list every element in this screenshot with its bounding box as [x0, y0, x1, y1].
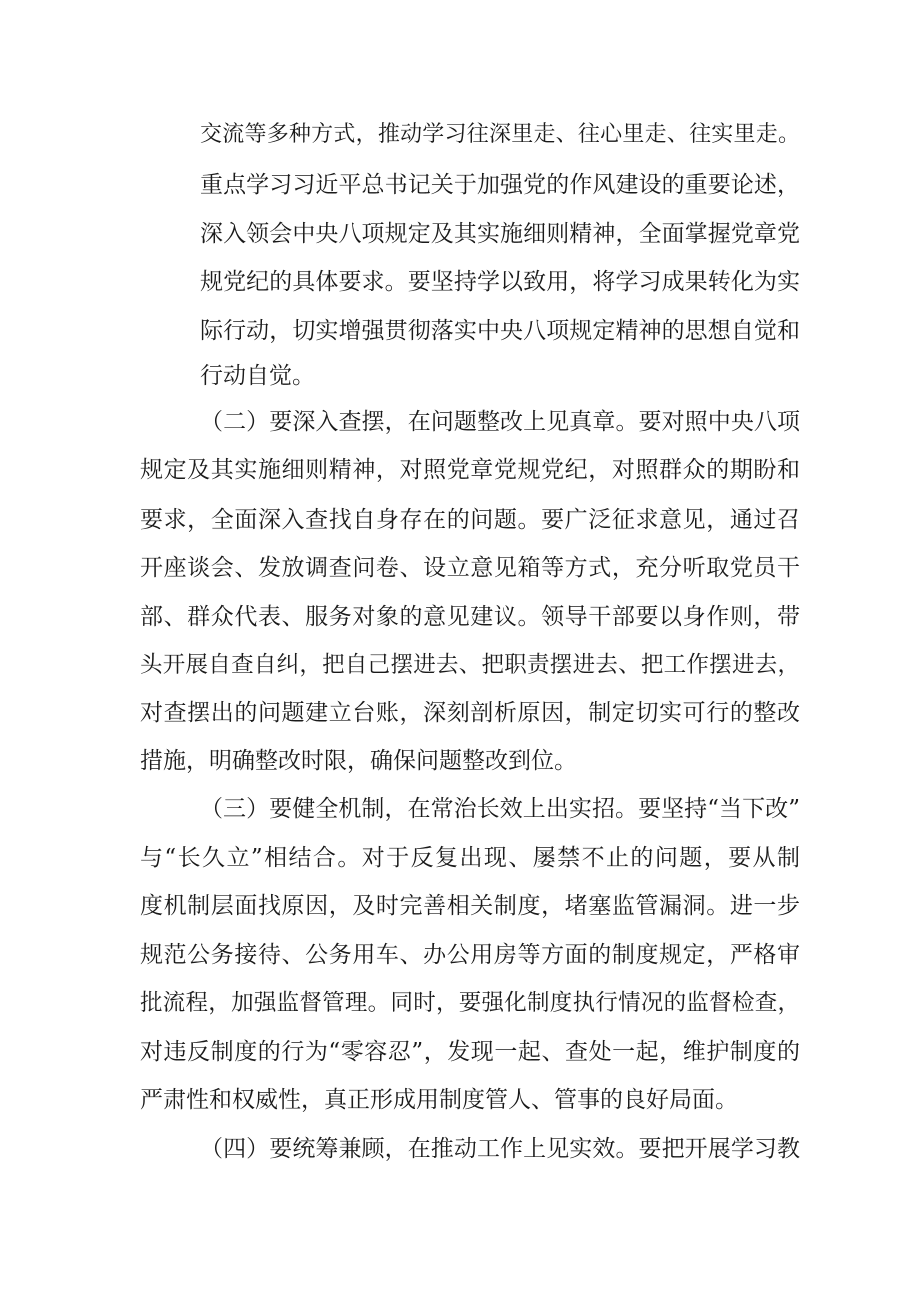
text-line: 严肃性和权威性，真正形成用制度管人、管事的良好局面。 [140, 1087, 738, 1113]
text-line: 交流等多种方式，推动学习往深里走、往心里走、往实里走。 [200, 122, 800, 147]
text-line: 要求，全面深入查找自身存在的问题。要广泛征求意见，通过召 [140, 507, 800, 533]
section-heading-line: （三）要健全机制，在常治长效上出实招。要坚持“当下改” [200, 796, 800, 822]
text-line: 规定及其实施细则精神，对照党章党规党纪，对照群众的期盼和 [140, 457, 800, 483]
section-heading-line: （四）要统筹兼顾，在推动工作上见实效。要把开展学习教 [200, 1136, 800, 1162]
text-line: 批流程，加强监督管理。同时，要强化制度执行情况的监督检查， [140, 990, 800, 1016]
text-line: 部、群众代表、服务对象的意见建议。领导干部要以身作则，带 [140, 604, 800, 630]
text-line: 度机制层面找原因，及时完善相关制度，堵塞监管漏洞。进一步 [140, 893, 800, 919]
text-line: 措施，明确整改时限，确保问题整改到位。 [140, 748, 577, 774]
text-line: 规党纪的具体要求。要坚持学以致用，将学习成果转化为实 [200, 269, 800, 295]
text-line: 头开展自查自纠，把自己摆进去、把职责摆进去、把工作摆进去， [140, 652, 800, 678]
section-heading-line: （二）要深入查摆，在问题整改上见真章。要对照中央八项 [200, 409, 800, 435]
text-line: 与“长久立”相结合。对于反复出现、屡禁不止的问题，要从制 [140, 845, 800, 871]
text-line: 行动自觉。 [200, 363, 315, 389]
text-line: 规范公务接待、公务用车、办公用房等方面的制度规定，严格审 [140, 942, 800, 968]
text-line: 重点学习习近平总书记关于加强党的作风建设的重要论述， [200, 172, 800, 198]
text-line: 开座谈会、发放调查问卷、设立意见箱等方式，充分听取党员干 [140, 555, 800, 581]
text-line: 对违反制度的行为“零容忍”，发现一起、查处一起，维护制度的 [140, 1039, 800, 1065]
text-line: 深入领会中央八项规定及其实施细则精神，全面掌握党章党 [200, 221, 800, 247]
text-line: 对查摆出的问题建立台账，深刻剖析原因，制定切实可行的整改 [140, 700, 800, 726]
text-line: 际行动，切实增强贯彻落实中央八项规定精神的思想自觉和 [200, 318, 800, 344]
